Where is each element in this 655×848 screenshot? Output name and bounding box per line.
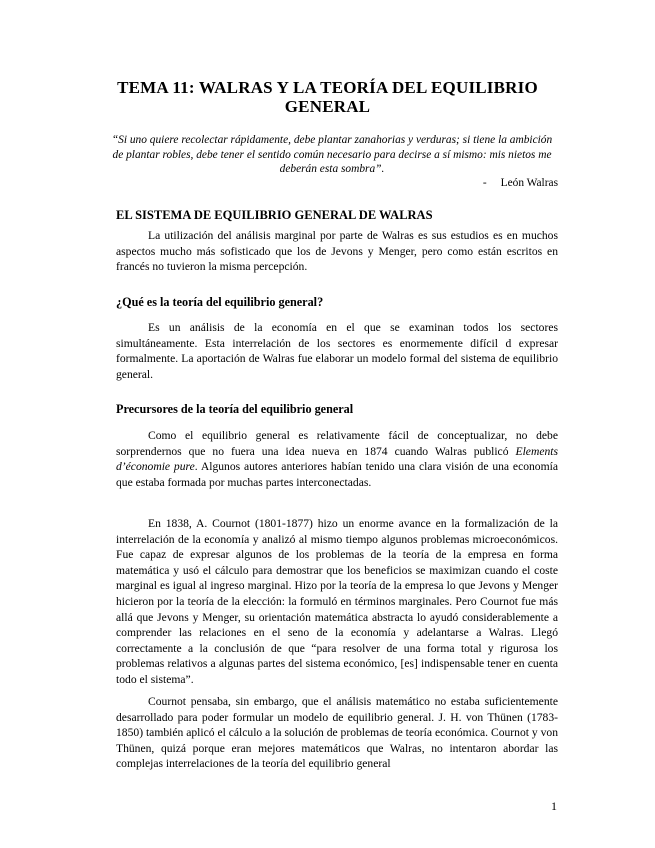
subheading-precursores: Precursores de la teoría del equilibrio general [116, 402, 354, 416]
book-title: Elements d’économie pure [116, 444, 558, 474]
paragraph-2: Es un análisis de la economía en el que se examinan todos los sectores simultáneamente. Esta interrelación de los sectores es enormemente difícil d expresar formalmente. La aportación de Walras fue elaborar un modelo formal del sistema de equilibrio general. [116, 321, 558, 381]
paragraph-3-end: . Algunos autores anteriores habían tenido una clara visión de una economía que estaba formada por muchas partes interconectadas. [116, 460, 558, 489]
epigraph-quote: “Si uno quiere recolectar rápidamente, debe plantar zanahorias y verduras; si tiene la ambición de plantar robles, debe tener el sentido común necesario para decirse a sí mismo: mis nietos me deberán esta sombra”. [111, 134, 553, 175]
subheading-que-es: ¿Qué es la teoría del equilibrio general? [116, 295, 324, 309]
paragraph-1: La utilización del análisis marginal por parte de Walras es sus estudios es en muchos aspectos mucho más sofisticado que los de Jevons y Menger, pero como están escritos en francés no tuvieron la misma percepción. [116, 229, 558, 274]
paragraph-3-start: Como el equilibrio general es relativamente fácil de conceptualizar, no debe sorprendernos que no fuera una idea nueva en 1874 cuando Walras publicó [116, 429, 558, 458]
page-number: 1 [551, 799, 557, 813]
epigraph-attribution [483, 177, 558, 189]
attribution-dash: - [482, 177, 487, 189]
paragraph-3 [116, 428, 558, 490]
paragraph-5: Cournot pensaba, sin embargo, que el análisis matemático no estaba suficientemente desarrollado para poder formular un modelo de equilibrio general. J. H. von Thünen (1783-1850) también aplicó el cálculo a la solución de problemas de teoría económica. Cournot y von Thünen, quizá porque eran mejores matemáticos que Walras, no intentaron abordar las complejas interrelaciones de la teoría del equilibrio general [116, 695, 558, 771]
section-heading: EL SISTEMA DE EQUILIBRIO GENERAL DE WALRAS [116, 208, 433, 222]
paragraph-4: En 1838, A. Cournot (1801-1877) hizo un enorme avance en la formalización de la interrelación de la economía y analizó al mismo tiempo algunos problemas microeconómicos. Fue capaz de expresar algunos de los problemas de la teoría de la empresa en forma matemática y usó el cálculo para demostrar que los beneficios se maximizan cuando el coste marginal es igual al ingreso marginal. Hizo por la teoría de la empresa lo que Jevons y Menger hicieron por la teoría de la elección: la formuló en términos marginales. Pero Cournot fue más allá que Jevons y Menger, su orientación matemática abstracta lo ayudó considerablemente a comprender las relaciones en el seno de la economía y adelantarse a Walras. Llegó correctamente a la conclusión de que “para resolver de una forma total y rigurosa los problemas relativos a algunas partes del sistema económico, [es] indispensable tener en cuenta todo el sistema”. [116, 517, 558, 686]
epigraph-author: León Walras [500, 177, 558, 189]
page-title: TEMA 11: WALRAS Y LA TEORÍA DEL EQUILIBRIO GENERAL [117, 78, 538, 116]
